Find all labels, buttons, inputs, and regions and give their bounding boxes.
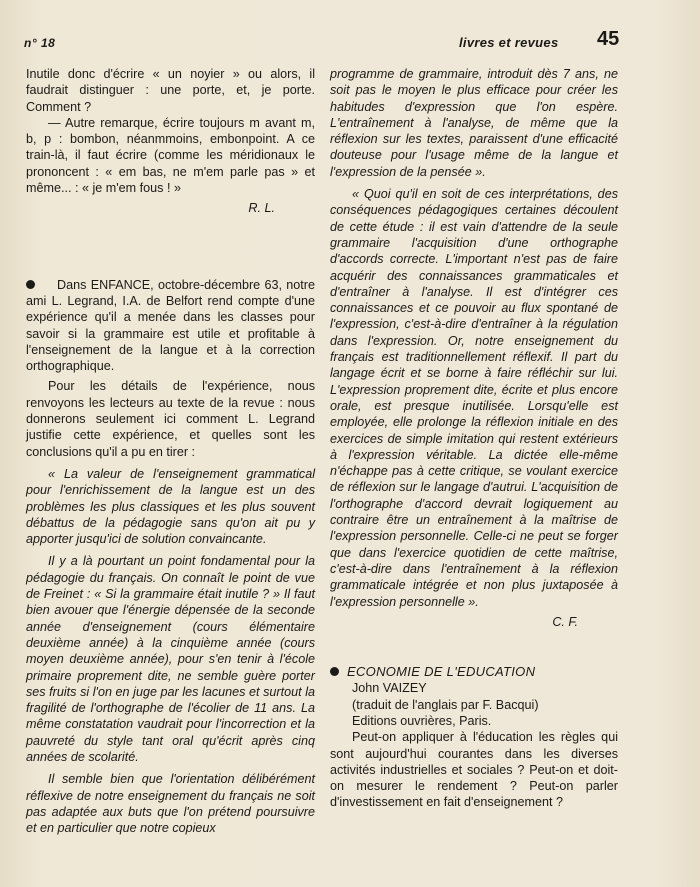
paragraph-text: Dans ENFANCE, octobre-décembre 63, notre ami L. Legrand, I.A. de Belfort rend compte d'une expérience qu'il a menée dans les classes pour savoir si la grammaire est utile et profitable à l'enseignement de la langue et à la correction orthographique. xyxy=(26,277,315,374)
section-heading: livres et revues xyxy=(459,35,559,50)
book-translation: (traduit de l'anglais par F. Bacqui) xyxy=(352,697,539,712)
quote-paragraph: Il y a là pourtant un point fondamental pour la pédagogie du français. On connaît le point de vue de Freinet : « Si la grammaire était inutile ? » Il faut bien avouer que l'énergie dépensée de la seconde année d'enseignement (cours élémentaire deuxième année) à la cinquième année (cours moyen deuxième année), pour s'en tenir à l'école primaire proprement dite, ne semble guère porter ses fruits si l'on en juge par les lacunes et surtout la fragilité de l'orthographe de l'écolier de 11 ans. La même constatation vaudrait pour l'incorrection et la pauvreté du style tant oral qu'écrit après cinq années de scolarité. xyxy=(26,554,315,764)
paragraph: Peut-on appliquer à l'éducation les règles qui sont aujourd'hui courantes dans les diverses activités industrielles et sociales ? Peut-on et doit-on mesurer le rendement ? Peut-on parler d'investissement en fait d'enseignement ? xyxy=(330,730,618,810)
signature: R. L. xyxy=(248,201,275,216)
quote-paragraph: « La valeur de l'enseignement grammatical pour l'enrichissement de la langue est un des problèmes les plus classiques et les plus souvent débattus de la pédagogie sans qu'on ait pu y apporter jusqu'ici de solution convaincante. xyxy=(26,466,315,547)
paragraph: Inutile donc d'écrire « un noyier » ou alors, il faudrait distinguer : une porte, et, je porte. Comment ? xyxy=(26,67,315,114)
book-review-title xyxy=(330,664,618,680)
page-number: 45 xyxy=(597,28,620,50)
signature: C. F. xyxy=(552,614,578,629)
issue-number: n° 18 xyxy=(24,36,56,50)
book-title: ECONOMIE DE L'EDUCATION xyxy=(347,664,536,680)
bullet-icon xyxy=(330,667,339,676)
paragraph: — Autre remarque, écrire toujours m avant m, b, p : bombon, néanmmoins, embonpoint. A ce train-là, il faut écrire (comme les méridionaux le prononcent : « em bas, ne m'em parle pas » et même... : « je m'em fous ! » xyxy=(26,115,315,196)
paragraph: Pour les détails de l'expérience, nous renvoyons les lecteurs au texte de la revue : nous donnerons seulement ici comment L. Legrand justifie cette expérience, et quelles sont les conclusions qu'il a pu en tirer : xyxy=(26,379,315,459)
quote-paragraph: Il semble bien que l'orientation délibérément réflexive de notre enseignement du français ne soit pas adaptée aux buts que l'on prétend poursuivre et en particulier que notre copieux xyxy=(26,772,315,836)
spacer xyxy=(26,217,315,277)
quote-paragraph: « Quoi qu'il en soit de ces interprétations, des conséquences pédagogiques certaines découlent de cette étude : il est vain d'attendre de la seule grammaire l'acquisition d'une orthographe d'accords correcte. L'important n'est pas de faire acquérir des connaissances grammaticales et d'entraîner à l'analyse. Il est d'intégrer ces connaissances et ce pouvoir au flux spontané de l'expression, c'est-à-dire d'entraîner à la régulation dans l'expression. Or, notre enseignement du français est traditionnellement réflexif. Il part du langage écrit et se borne à faire réfléchir sur lui. L'expression proprement dite, écrite et plus encore orale, est presque inutilisée. Lorsqu'elle est employée, elle prolonge la réflexion initiale en des exercices de simple imitation qui restent extérieurs à l'expression véritable. La dictée elle-même n'échappe pas à cette critique, se voulant exercice de réflexion sur le langage d'autrui. L'acquisition de l'orthographe d'accord devrait logiquement au contraire être un entraînement à la maîtrise de l'expression personnelle. Celle-ci ne peut se forger que dans l'exercice quotidien de cette maîtrise, c'est-à-dire dans l'entraînement à la réflexion grammaticale intégrée et non plus juxtaposée à l'expression personnelle ». xyxy=(330,187,618,609)
book-publisher: Editions ouvrières, Paris. xyxy=(352,713,492,728)
book-info xyxy=(330,680,618,729)
article-intro xyxy=(26,277,315,375)
right-column xyxy=(330,66,618,811)
bullet-icon xyxy=(26,280,35,289)
book-author: John VAIZEY xyxy=(352,681,427,696)
left-column xyxy=(26,66,315,836)
quote-paragraph: programme de grammaire, introduit dès 7 ans, ne soit pas le moyen le plus efficace pour créer les habitudes d'expression que l'on espère. L'entraînement à l'analyse, de même que la réflexion sur les textes, paraissent d'une efficacité douteuse pour l'usage même de la langue et l'expression de la pensée ». xyxy=(330,67,618,179)
spacer xyxy=(330,630,618,664)
